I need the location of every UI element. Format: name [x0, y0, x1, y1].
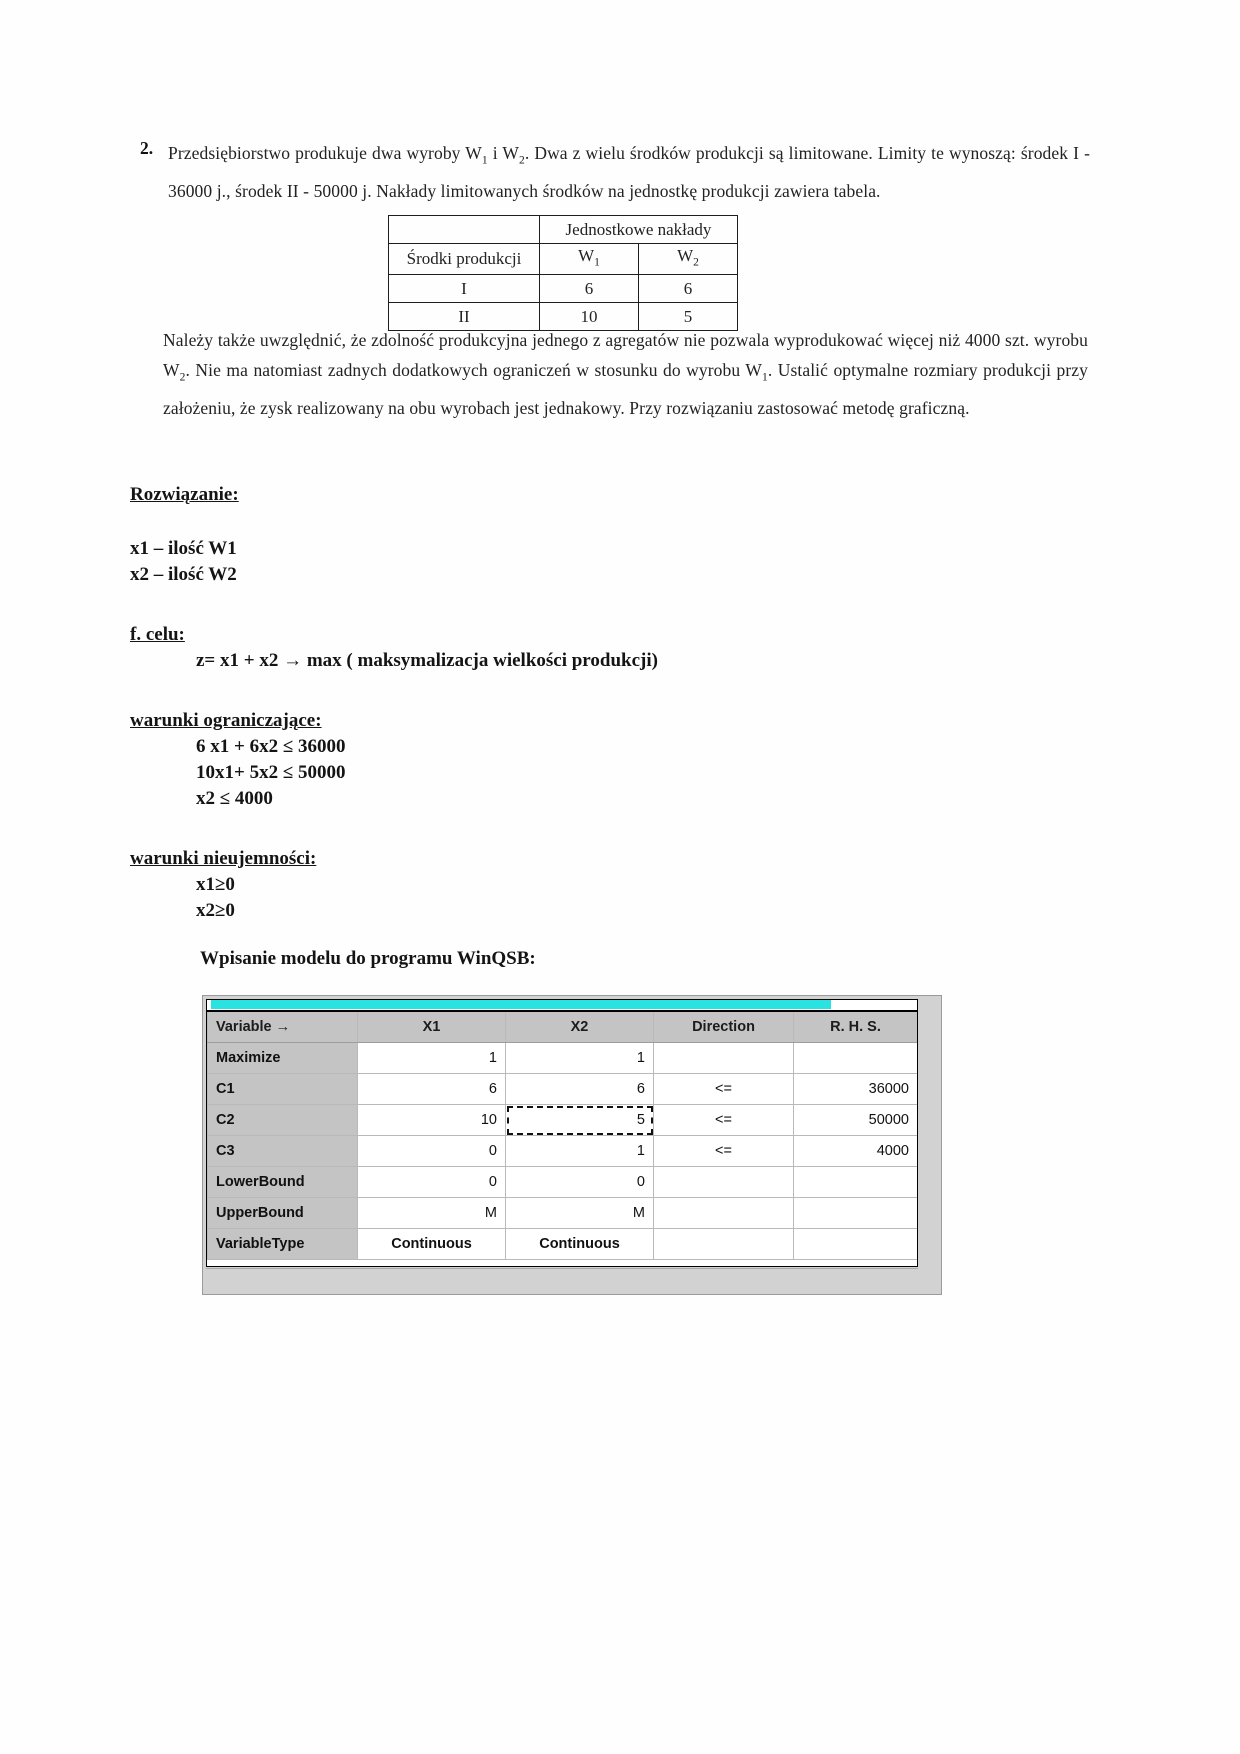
column-header-w1 — [540, 244, 639, 275]
winqsb-col-variable[interactable]: Variable → — [208, 1011, 358, 1043]
winqsb-row-label[interactable]: VariableType — [208, 1229, 358, 1260]
spacer — [130, 588, 1030, 622]
table-row — [389, 275, 738, 303]
winqsb-cell-direction[interactable] — [654, 1167, 794, 1198]
empty-corner-cell — [389, 216, 540, 244]
para2-part3: . Ustalić optymalne rozmiary produkcji przy założeniu, że zysk realizowany na obu wyrobach jest jednakowy. Przy rozwiązaniu zastosować metodę graficzną. — [163, 360, 1088, 418]
winqsb-cell-x1[interactable]: 10 — [358, 1105, 506, 1136]
spacer — [130, 508, 1030, 536]
winqsb-col-direction[interactable]: Direction — [654, 1011, 794, 1043]
winqsb-row-label[interactable]: C1 — [208, 1074, 358, 1105]
w1-label: W — [578, 246, 595, 265]
winqsb-col-x1[interactable]: X1 — [358, 1011, 506, 1043]
para2-w2-subscript: 2 — [179, 371, 186, 384]
table-row — [208, 1043, 918, 1074]
winqsb-cell-direction[interactable]: <= — [654, 1105, 794, 1136]
winqsb-cell-x2[interactable]: 6 — [506, 1074, 654, 1105]
solution-section — [130, 482, 1030, 924]
solution-heading: Rozwiązanie: — [130, 484, 239, 505]
winqsb-screenshot — [202, 995, 942, 1295]
para2-w1-subscript: 1 — [761, 371, 768, 384]
winqsb-cell-direction[interactable]: <= — [654, 1136, 794, 1167]
winqsb-row-label[interactable]: UpperBound — [208, 1198, 358, 1229]
table-row — [208, 1198, 918, 1229]
winqsb-cell-direction[interactable]: <= — [654, 1074, 794, 1105]
w1-subscript: 1 — [481, 154, 488, 167]
resource-w2-value: 6 — [639, 275, 738, 303]
winqsb-caption: Wpisanie modelu do programu WinQSB: — [200, 948, 536, 969]
nonnegativity-line: x2≥0 — [196, 900, 235, 921]
table-row — [208, 1167, 918, 1198]
winqsb-status-bar — [206, 1268, 918, 1291]
winqsb-cell-x1[interactable]: M — [358, 1198, 506, 1229]
para2-part2: . Nie ma natomiast zadnych dodatkowych ograniczeń w stosunku do wyrobu W — [185, 360, 762, 380]
winqsb-col-x2[interactable]: X2 — [506, 1011, 654, 1043]
problem-text-part2: i W — [487, 143, 519, 163]
table-row — [208, 1229, 918, 1260]
winqsb-cell-direction[interactable] — [654, 1043, 794, 1074]
group-header-cell: Jednostkowe nakłady — [540, 216, 738, 244]
objective-heading: f. celu: — [130, 624, 185, 645]
table-row — [208, 1105, 918, 1136]
w1-index: 1 — [594, 256, 600, 269]
w2-label: W — [677, 246, 694, 265]
spacer — [130, 674, 1030, 708]
para2-part1: Należy także uwzględnić, że zdolność produkcyjna jednego z agregatów nie pozwala wyprodukować więcej niż 4000 szt. wyrobu W — [163, 330, 1088, 380]
table-row-group-header — [389, 216, 738, 244]
winqsb-cell-rhs[interactable] — [794, 1167, 918, 1198]
winqsb-cell-rhs[interactable] — [794, 1229, 918, 1260]
resource-label: II — [389, 303, 540, 331]
winqsb-cell-rhs[interactable] — [794, 1043, 918, 1074]
nonnegativity-heading: warunki nieujemności: — [130, 848, 317, 869]
winqsb-model-table — [207, 1010, 918, 1260]
winqsb-right-strip — [919, 999, 938, 1267]
winqsb-cell-x1[interactable]: Continuous — [358, 1229, 506, 1260]
problem-text-part1: Przedsiębiorstwo produkuje dwa wyroby W — [168, 143, 482, 163]
constraint-line: 10x1+ 5x2 ≤ 50000 — [196, 762, 346, 783]
nonnegativity-line: x1≥0 — [196, 874, 235, 895]
objective-function: z= x1 + x2 → max ( maksymalizacja wielkości produkcji) — [196, 650, 658, 671]
winqsb-cell-x2[interactable]: 1 — [506, 1136, 654, 1167]
winqsb-col-rhs[interactable]: R. H. S. — [794, 1011, 918, 1043]
resource-w1-value: 6 — [540, 275, 639, 303]
winqsb-cell-rhs[interactable]: 4000 — [794, 1136, 918, 1167]
winqsb-cell-direction[interactable] — [654, 1198, 794, 1229]
winqsb-cell-direction[interactable] — [654, 1229, 794, 1260]
winqsb-cell-x1[interactable]: 0 — [358, 1167, 506, 1198]
problem-statement — [140, 138, 1090, 206]
problem-text-part3: . Dwa z wielu środków produkcji są limitowane. Limity te wynoszą: środek I - 36000 j., środek II - 50000 j. Nakłady limitowanych środków na jednostkę produkcji zawiera tabela. — [168, 143, 1090, 201]
constraint-line: x2 ≤ 4000 — [196, 788, 273, 809]
problem-number: 2. — [140, 138, 154, 158]
problem-text — [168, 138, 1090, 206]
winqsb-row-label[interactable]: Maximize — [208, 1043, 358, 1074]
w2-subscript: 2 — [518, 154, 525, 167]
spacer — [130, 812, 1030, 846]
resource-w1-value: 10 — [540, 303, 639, 331]
variable-definition: x1 – ilość W1 — [130, 538, 237, 559]
unit-cost-table — [388, 215, 738, 331]
paragraph-text — [163, 325, 1088, 423]
variable-definition: x2 – ilość W2 — [130, 564, 237, 585]
winqsb-grid-panel — [206, 999, 918, 1267]
unit-cost-table-grid — [388, 215, 738, 331]
winqsb-cell-x1[interactable]: 6 — [358, 1074, 506, 1105]
winqsb-row-label[interactable]: C3 — [208, 1136, 358, 1167]
constraints-heading: warunki ograniczające: — [130, 710, 322, 731]
winqsb-cell-x2[interactable]: 0 — [506, 1167, 654, 1198]
winqsb-cell-rhs[interactable] — [794, 1198, 918, 1229]
resource-w2-value: 5 — [639, 303, 738, 331]
winqsb-cell-x2[interactable]: Continuous — [506, 1229, 654, 1260]
winqsb-cell-x2[interactable]: 1 — [506, 1043, 654, 1074]
winqsb-header-row — [208, 1011, 918, 1043]
winqsb-cell-x2-selected[interactable]: 5 — [506, 1105, 654, 1136]
winqsb-row-label[interactable]: C2 — [208, 1105, 358, 1136]
resource-label: I — [389, 275, 540, 303]
winqsb-cell-rhs[interactable]: 36000 — [794, 1074, 918, 1105]
winqsb-titlebar — [211, 1000, 831, 1009]
table-row — [208, 1136, 918, 1167]
winqsb-cell-x1[interactable]: 1 — [358, 1043, 506, 1074]
table-row — [208, 1074, 918, 1105]
winqsb-cell-x1[interactable]: 0 — [358, 1136, 506, 1167]
winqsb-cell-x2[interactable]: M — [506, 1198, 654, 1229]
winqsb-row-label[interactable]: LowerBound — [208, 1167, 358, 1198]
winqsb-cell-rhs[interactable]: 50000 — [794, 1105, 918, 1136]
table-row-column-header — [389, 244, 738, 275]
row-label-header-cell: Środki produkcji — [389, 244, 540, 275]
column-header-w2 — [639, 244, 738, 275]
problem-additional-conditions — [163, 325, 1088, 423]
constraint-line: 6 x1 + 6x2 ≤ 36000 — [196, 736, 346, 757]
w2-index: 2 — [693, 256, 699, 269]
